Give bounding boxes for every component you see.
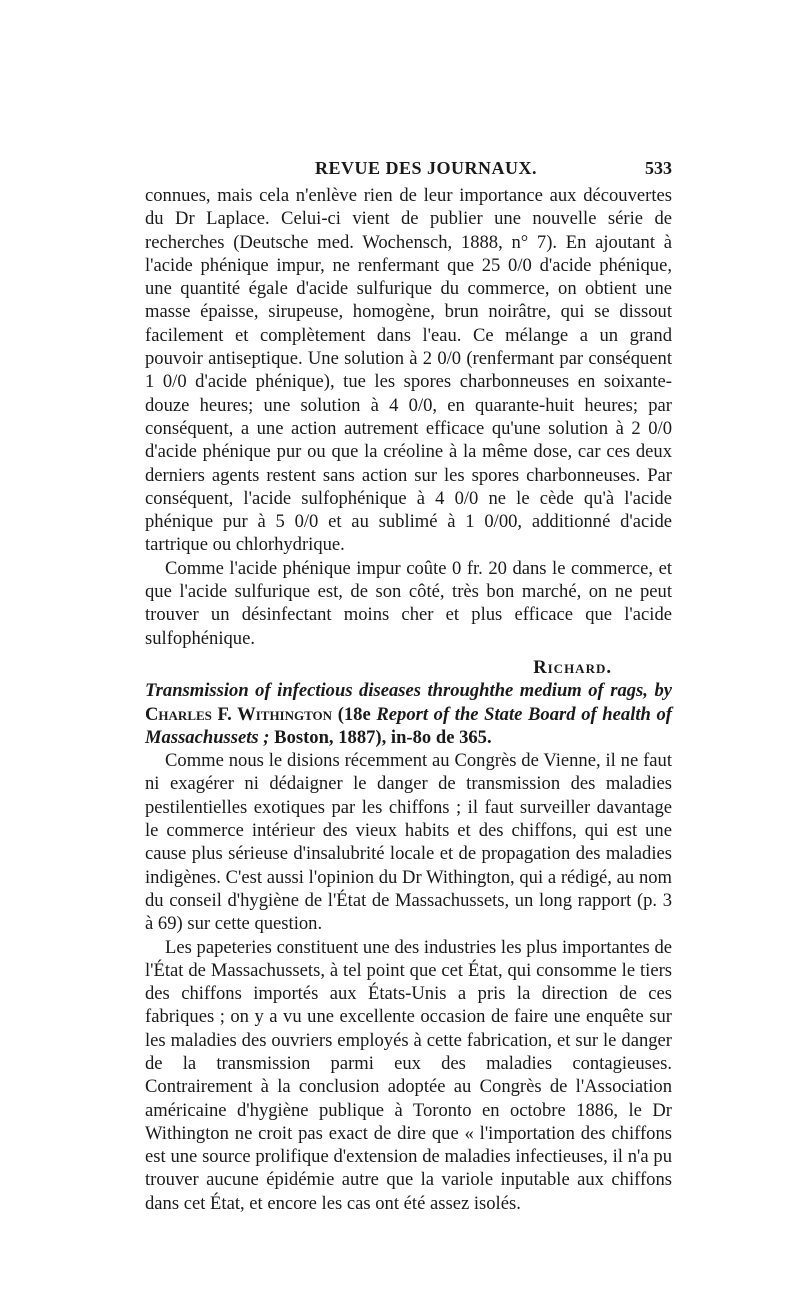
paragraph-vienne: Comme nous le disions récemment au Congrès de Vienne, il ne faut ni exagérer ni dédaigner le danger de transmission des maladies pestilentielles exotiques par les chiffons ; il faut surveiller davantage le commerce intérieur des vieux habits et des chiffons, qui est une cause plus sérieuse d'insalubrité locale et de propagation des maladies indigènes. C'est aussi l'opinion du Dr Withington, qui a rédigé, au nom du conseil d'hygiène de l'État de Massachussets, un long rapport (p. 3 à 69) sur cette question. xyxy=(145,750,672,935)
paragraph-cost: Comme l'acide phénique impur coûte 0 fr. 20 dans le commerce, et que l'acide sulfurique est, de son côté, très bon marché, on ne peut trouver un désinfectant moins cher et plus efficace que l'acide sulfophénique. xyxy=(145,557,672,649)
article-author: Charles F. Withington xyxy=(145,703,333,725)
article-source-rest: Boston, 1887), in-8o de 365. xyxy=(274,726,492,748)
article-source-title: Report of the State Board of health of Massachussets ; xyxy=(145,703,672,748)
article-title-block xyxy=(145,679,672,749)
paragraph-papeteries: Les papeteries constituent une des industries les plus importantes de l'État de Massachussets, à tel point que cet État, qui consomme le tiers des chiffons importés aux États-Unis a pris la direction de ces fabriques ; on y a vu une excellente occasion de faire une enquête sur les maladies des ouvriers employés à cette fabrication, et sur le danger de la transmission parmi eux des maladies contagieuses. Contrairement à la conclusion adoptée au Congrès de l'Association américaine d'hygiène publique à Toronto en octobre 1886, le Dr Withington ne croit pas exact de dire que « l'importation des chiffons est une source prolifique d'extension de maladies infectieuses, il n'a pu trouver aucune épidémie autre que la variole inputable aux chiffons dans cet État, et encore les cas ont été assez isolés. xyxy=(145,936,672,1214)
article-source-open: (18e xyxy=(337,703,371,725)
paragraph-continued: connues, mais cela n'enlève rien de leur importance aux découvertes du Dr Laplace. Celui-ci vient de publier une nouvelle série de recherches (Deutsche med. Wochensch, 1888, n° 7). En ajoutant à l'acide phénique impur, ne renfermant que 25 0/0 d'acide phénique, une quantité égale d'acide sulfurique du commerce, on obtient une masse épaisse, sirupeuse, homogène, brun noirâtre, qui se dissout facilement et complètement dans l'eau. Ce mélange a un grand pouvoir antiseptique. Une solution à 2 0/0 (renfermant par conséquent 1 0/0 d'acide phénique), tue les spores charbonneuses en soixante-douze heures; une solution à 4 0/0, en quarante-huit heures; par conséquent, a une action autrement efficace qu'une solution à 2 0/0 d'acide phénique pur ou que la créoline à la même dose, car ces deux derniers agents restent sans action sur les spores charbonneuses. Par conséquent, l'acide sulfophénique à 4 0/0 ne le cède qu'à l'acide phénique pur à 5 0/0 et au sublimé à 1 0/00, additionné d'acide tartrique ou chlorhydrique. xyxy=(145,185,672,556)
running-header xyxy=(145,158,672,182)
article-body xyxy=(145,184,672,1215)
page-number: 533 xyxy=(645,158,672,178)
article-title: Transmission of infectious diseases throughthe medium of rags, xyxy=(145,680,648,702)
running-title: REVUE DES JOURNAUX. xyxy=(315,158,538,178)
author-signature: Richard. xyxy=(533,656,612,678)
article-by: by xyxy=(654,680,672,702)
